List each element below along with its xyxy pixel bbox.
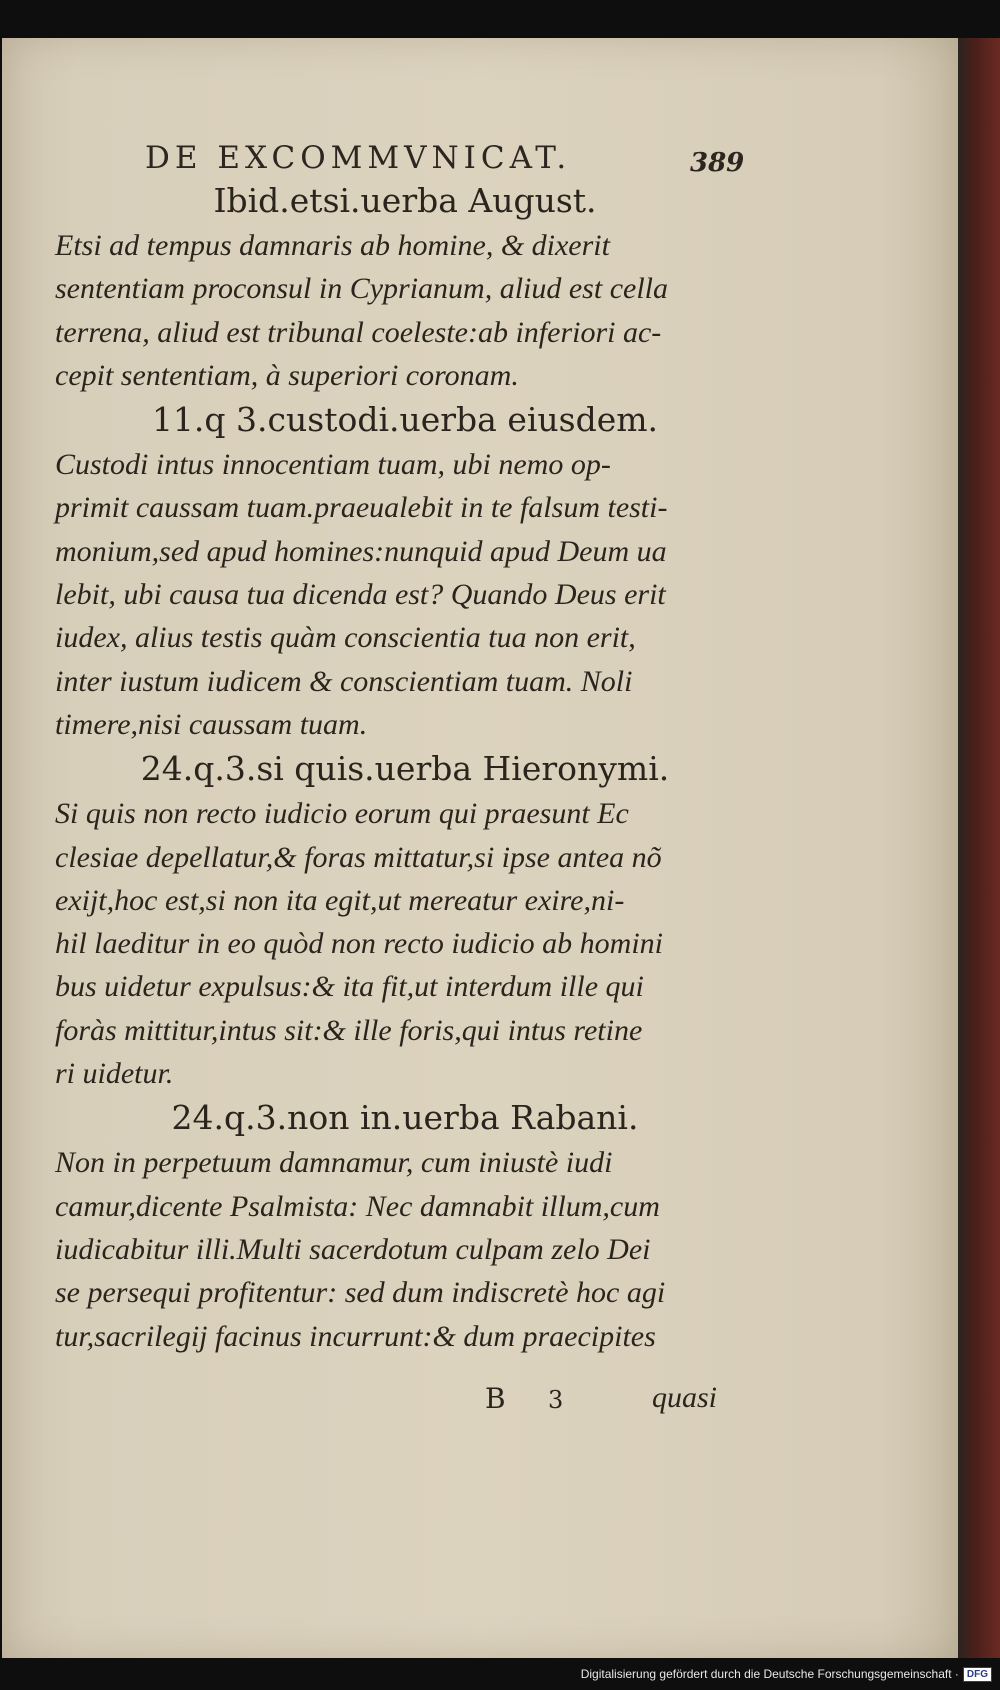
digitization-credit: [581, 1664, 992, 1684]
section-heading: 24.q.3.si quis.uerba Hieronymi.: [140, 749, 670, 789]
credit-text: Digitalisierung gefördert durch die Deutsche Forschungsgemeinschaft ·: [580, 1667, 959, 1681]
text-line: clesiae depellatur,& foras mittatur,si ipse antea nõ: [55, 840, 662, 874]
section-heading: 24.q.3.non in.uerba Rabani.: [171, 1098, 639, 1138]
text-line: Etsi ad tempus damnaris ab homine, & dixerit: [55, 229, 610, 262]
text-line: monium,sed apud homines:nunquid apud Deum ua: [55, 534, 667, 568]
text-line: iudicabitur illi.Multi sacerdotum culpam zelo Dei: [55, 1232, 651, 1266]
text-line: ri uidetur.: [55, 1057, 174, 1091]
text-line: iudex, alius testis quàm conscientia tua non erit,: [55, 621, 636, 655]
text-line: cepit sententiam, à superiori coronam.: [55, 358, 519, 392]
section-heading: Ibid.etsi.uerba August.: [213, 181, 597, 220]
text-line: Custodi intus innocentiam tuam, ubi nemo op-: [55, 448, 611, 482]
text-line: sententiam proconsul in Cyprianum, aliud est cella: [55, 272, 668, 306]
page-body: [55, 178, 755, 1358]
text-line: exijt,hoc est,si non ita egit,ut mereatur exire,ni-: [55, 883, 625, 917]
catchword: quasi: [652, 1381, 718, 1414]
text-line: tur,sacrilegij facinus incurrunt:& dum praecipites: [55, 1319, 656, 1353]
dfg-logo: DFG: [963, 1667, 992, 1682]
signature-mark: B: [485, 1382, 506, 1415]
book-edge: [958, 38, 1000, 1658]
text-line: inter iustum iudicem & conscientiam tuam. Noli: [55, 664, 633, 698]
running-title: DE EXCOMMVNICAT.: [145, 140, 572, 176]
signature-number: 3: [548, 1386, 564, 1414]
text-line: timere,nisi caussam tuam.: [55, 707, 368, 741]
section-text: [55, 443, 755, 746]
text-line: Non in perpetuum damnamur, cum iniustè iudi: [55, 1146, 613, 1180]
section-text: [55, 792, 755, 1095]
text-line: camur,dicente Psalmista: Nec damnabit illum,cum: [55, 1189, 660, 1223]
text-line: primit caussam tuam.praeualebit in te falsum testi-: [55, 491, 668, 525]
text-line: terrena, aliud est tribunal coeleste:ab inferiori ac-: [55, 315, 662, 349]
text-line: hil laeditur in eo quòd non recto iudicio ab homini: [55, 927, 663, 961]
section-text: [55, 1141, 755, 1357]
text-line: lebit, ubi causa tua dicenda est? Quando Deus erit: [55, 578, 666, 612]
text-line: foràs mittitur,intus sit:& ille foris,qui intus retine: [55, 1013, 643, 1047]
section-text: [55, 224, 755, 397]
section-heading: 11.q 3.custodi.uerba eiusdem.: [151, 400, 659, 440]
text-line: bus uidetur expulsus:& ita fit,ut interdum ille qui: [55, 970, 644, 1004]
page-number: 389: [690, 148, 745, 178]
text-line: se persequi profitentur: sed dum indiscretè hoc agi: [55, 1276, 666, 1310]
text-line: Si quis non recto iudicio eorum qui praesunt Ec: [55, 797, 629, 831]
